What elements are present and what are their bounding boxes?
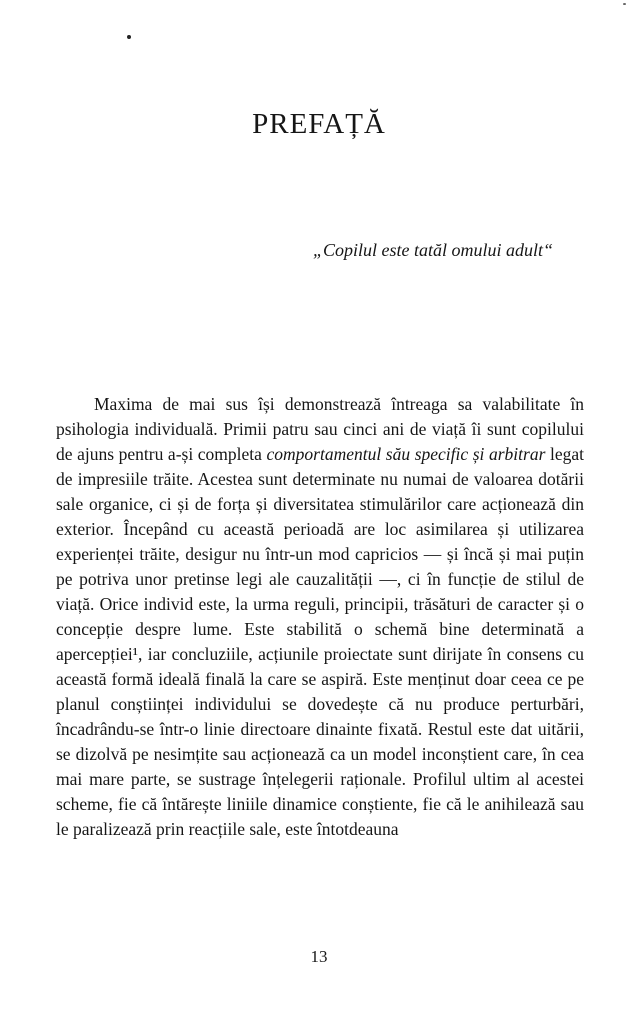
page-title: PREFAȚĂ [252, 108, 386, 140]
paragraph-text-2: legat de impresiile trăite. Acestea sunt determinate nu numai de valoarea dotării sale organice, ci și de forța și diversitatea stimulărilor care acționează din exterior. Începând cu această perioadă are loc asimilarea și utilizarea experienței trăite, desigur nu într-un mod capricios — și încă și mai puțin pe potriva unor pretinse legi ale cauzalității —, ci în funcție de stilul de viață. Orice individ este, la urma [56, 444, 584, 614]
paragraph-text-3: reguli, principii, trăsături de caracter și o concepție despre lume. Este stabilită o schemă bine determinată a apercepției¹, iar concluziile, acțiunile proiectate sunt dirijate în consens cu această formă ideală finală la care se aspiră. Este menținut doar ceea ce pe planul conștiinței individului se dovedește că nu produce perturbări, încadrându-se într-o linie directoare dinainte fixată. Restul este dat uitării, se dizolvă pe nesimțite sau acționează ca un model inconștient care, în cea mai mare parte, se sustrage înțelegerii raționale. Profilul ultim al acestei scheme, fie că întărește liniile dinamice conștiente, fie că le anihilează sau le paralizează prin reacțiile sale, este întotdeauna [56, 594, 584, 839]
ink-speck [623, 3, 626, 5]
epigraph: „Copilul este tatăl omului adult“ [312, 240, 553, 260]
paragraph-italic-phrase: comportamentul său specific și arbitrar [266, 444, 546, 464]
body-paragraph [56, 392, 584, 842]
ink-speck [127, 35, 131, 39]
page-number: 13 [310, 947, 328, 966]
paragraph-text-1: Maxima de mai sus își demonstrează întreaga sa valabilitate în psihologia individuală. Primii patru sau cinci ani de viață îi sunt copilului de ajuns pentru a-și completa [56, 394, 584, 464]
